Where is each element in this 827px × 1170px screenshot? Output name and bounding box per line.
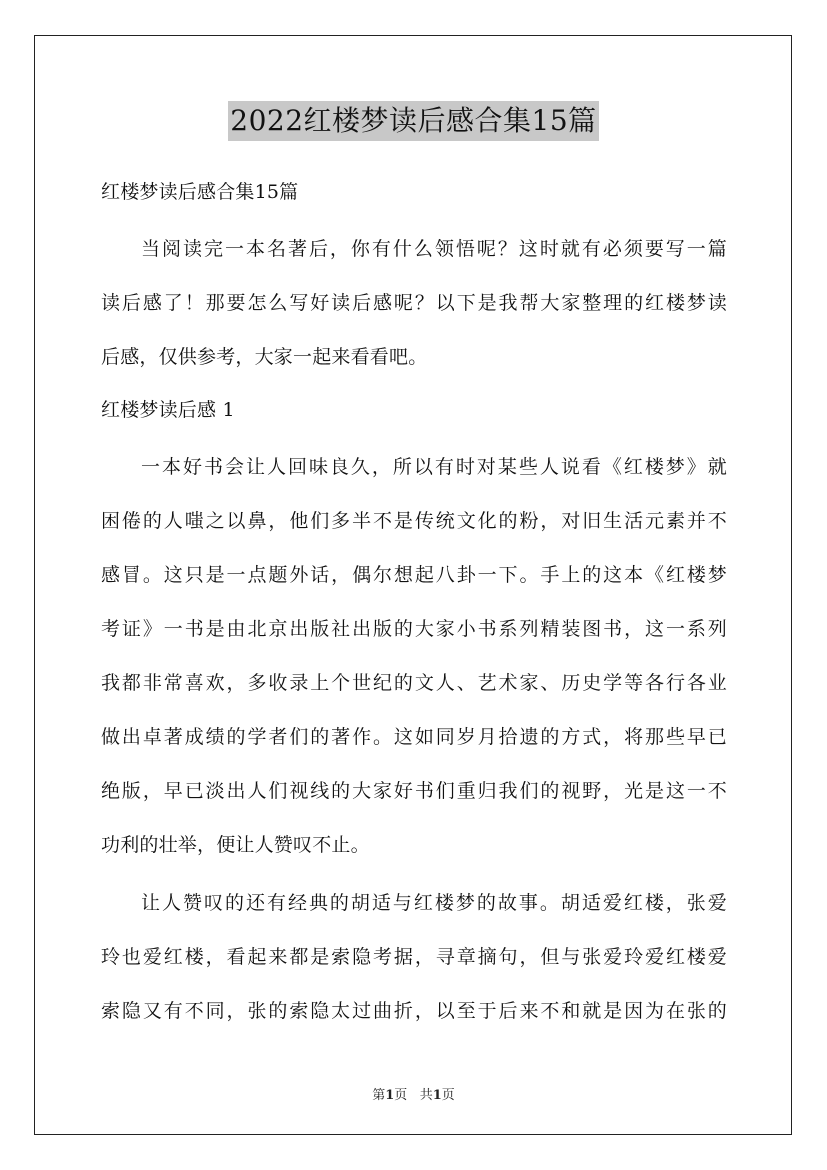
title-container — [0, 101, 827, 141]
page-footer — [0, 1084, 827, 1103]
paragraph-line: 功利的壮举，便让人赞叹不止。 — [101, 834, 370, 856]
page-prefix: 第 — [372, 1088, 386, 1103]
total-suffix: 页 — [441, 1088, 455, 1103]
paragraph-line: 让人赞叹的还有经典的胡适与红楼梦的故事。胡适爱红楼，张爱 — [141, 892, 727, 914]
page-number: 1 — [385, 1088, 395, 1103]
intro-line: 读后感了！那要怎么写好读后感呢？以下是我帮大家整理的红楼梦读 — [101, 292, 727, 314]
document-body — [101, 173, 727, 1031]
intro-line: 后感，仅供参考，大家一起来看看吧。 — [101, 346, 428, 368]
paragraph-line: 我都非常喜欢，多收录上个世纪的文人、艺术家、历史学等各行各业 — [101, 672, 727, 694]
paragraph-line: 一本好书会让人回味良久，所以有时对某些人说看《红楼梦》就 — [141, 456, 727, 478]
paragraph-line: 绝版，早已淡出人们视线的大家好书们重归我们的视野，光是这一不 — [101, 780, 727, 802]
intro-paragraph — [101, 230, 727, 377]
total-pages: 1 — [432, 1088, 442, 1103]
paragraph-2 — [101, 884, 727, 1031]
section-heading: 红楼梦读后感 1 — [101, 399, 235, 421]
document-title: 2022红楼梦读后感合集15篇 — [228, 101, 598, 141]
paragraph-line: 困倦的人嗤之以鼻，他们多半不是传统文化的粉，对旧生活元素并不 — [101, 510, 727, 532]
paragraph-line: 玲也爱红楼，看起来都是索隐考据，寻章摘句，但与张爱玲爱红楼爱 — [101, 946, 727, 968]
total-prefix: 共 — [419, 1088, 433, 1103]
paragraph-line: 做出卓著成绩的学者们的著作。这如同岁月拾遗的方式，将那些早已 — [101, 726, 727, 748]
paragraph-line: 索隐又有不同，张的索隐太过曲折，以至于后来不和就是因为在张的 — [101, 1000, 727, 1022]
intro-line: 当阅读完一本名著后，你有什么领悟呢？这时就有必须要写一篇 — [141, 238, 727, 260]
document-subtitle: 红楼梦读后感合集15篇 — [101, 181, 299, 203]
page-suffix: 页 — [394, 1088, 408, 1103]
paragraph-line: 考证》一书是由北京出版社出版的大家小书系列精装图书，这一系列 — [101, 618, 727, 640]
paragraph-1 — [101, 448, 727, 865]
paragraph-line: 感冒。这只是一点题外话，偶尔想起八卦一下。手上的这本《红楼梦 — [101, 564, 727, 586]
